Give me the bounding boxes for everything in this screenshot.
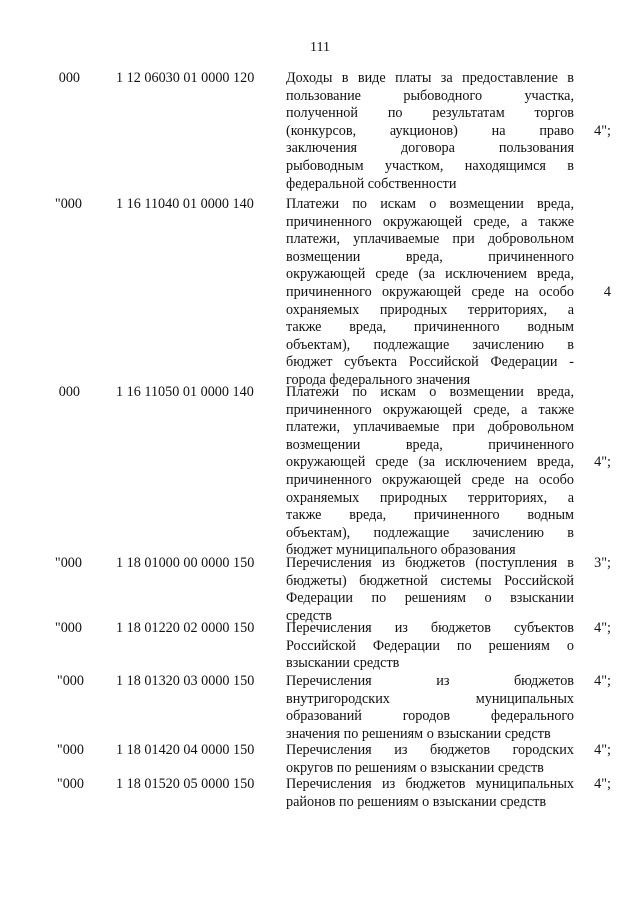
normative-percent: 4"; [594, 776, 611, 792]
description-line: взыскании средств [286, 655, 400, 672]
description-line: значения по решениям о взыскании средств [286, 725, 551, 742]
page-number: 111 [310, 40, 330, 55]
normative-percent: 4"; [594, 620, 611, 636]
description-line: возмещении вреда, причиненного [286, 436, 574, 453]
budget-classification-code: 1 18 01520 05 0000 150 [116, 776, 255, 792]
admin-code: "000 [56, 673, 84, 689]
description-line: окружающей среде (за исключением вреда, [286, 266, 574, 283]
normative-percent: 4"; [594, 673, 611, 689]
normative-percent: 3"; [594, 555, 611, 571]
income-description [286, 776, 574, 811]
description-line: причиненного окружающей среде на особо [286, 283, 574, 300]
description-line: бюджет муниципального образования [286, 542, 516, 559]
description-line: также вреда, причиненного водным [286, 507, 574, 524]
description-line: охраняемых природных территориях, а [286, 301, 574, 318]
description-line: причиненного окружающей среде, а также [286, 401, 574, 418]
income-description [286, 742, 574, 777]
admin-code: "000 [54, 555, 82, 571]
income-description [286, 555, 574, 625]
budget-classification-code: 1 16 11040 01 0000 140 [116, 196, 254, 212]
budget-classification-code: 1 12 06030 01 0000 120 [116, 70, 255, 86]
description-line: Перечисления из бюджетов субъектов [286, 620, 574, 636]
description-line: бюджет субъекта Российской Федерации - [286, 354, 574, 371]
description-line: платежи, уплачиваемые при добровольном [286, 231, 574, 248]
description-line: объектам), подлежащие зачислению в [286, 336, 574, 353]
description-line: Федерации по решениям о взыскании [286, 590, 574, 607]
normative-percent: 4"; [594, 454, 611, 471]
description-line: (конкурсов, аукционов) на право [286, 122, 574, 139]
income-description [286, 620, 574, 673]
budget-classification-code: 1 18 01000 00 0000 150 [116, 555, 255, 571]
normative-percent: 4"; [594, 122, 611, 139]
admin-code: "000 [54, 196, 82, 212]
description-line: районов по решениям о взыскании средств [286, 793, 547, 810]
description-line: причиненного окружающей среде на особо [286, 471, 574, 488]
description-line: Перечисления из бюджетов (поступления в [286, 555, 574, 571]
description-line: охраняемых природных территориях, а [286, 489, 574, 506]
description-line: округов по решениям о взыскании средств [286, 759, 544, 776]
description-line: платежи, уплачиваемые при добровольном [286, 419, 574, 436]
description-line: Российской Федерации по решениям о [286, 637, 574, 654]
normative-percent: 4"; [594, 742, 611, 758]
description-line: Платежи по искам о возмещении вреда, [286, 384, 574, 400]
budget-classification-code: 1 16 11050 01 0000 140 [116, 384, 254, 400]
normative-percent: 4 [603, 284, 611, 300]
description-line: окружающей среде (за исключением вреда, [286, 454, 574, 471]
description-line: полученной по результатам торгов [286, 105, 574, 122]
budget-classification-code: 1 18 01320 03 0000 150 [116, 673, 255, 689]
budget-classification-code: 1 18 01420 04 0000 150 [116, 742, 255, 758]
income-description [286, 673, 574, 743]
description-line: бюджеты) бюджетной системы Российской [286, 572, 574, 589]
description-line: внутригородских муниципальных [286, 690, 574, 707]
admin-code: 000 [58, 384, 80, 400]
description-line: также вреда, причиненного водным [286, 319, 574, 336]
description-line: средств [286, 607, 332, 624]
description-line: пользование рыбоводного участка, [286, 87, 574, 104]
budget-classification-code: 1 18 01220 02 0000 150 [116, 620, 255, 636]
description-line: Платежи по искам о возмещении вреда, [286, 196, 574, 212]
income-description [286, 384, 574, 560]
description-line: возмещении вреда, причиненного [286, 248, 574, 265]
admin-code: "000 [56, 742, 84, 758]
description-line: заключения договора пользования [286, 140, 574, 157]
admin-code: "000 [56, 776, 84, 792]
income-description [286, 70, 574, 193]
description-line: Перечисления из бюджетов городских [286, 742, 574, 758]
description-line: Перечисления из бюджетов [286, 673, 574, 689]
description-line: объектам), подлежащие зачислению в [286, 524, 574, 541]
admin-code: 000 [58, 70, 80, 86]
description-line: рыбоводным участком, находящимся в [286, 157, 574, 174]
description-line: Доходы в виде платы за предоставление в [286, 70, 574, 86]
description-line: города федерального значения [286, 371, 471, 388]
description-line: причиненного окружающей среде, а также [286, 213, 574, 230]
description-line: федеральной собственности [286, 175, 457, 192]
description-line: Перечисления из бюджетов муниципальных [286, 776, 574, 792]
admin-code: "000 [54, 620, 82, 636]
description-line: образований городов федерального [286, 708, 574, 725]
income-description [286, 196, 574, 390]
